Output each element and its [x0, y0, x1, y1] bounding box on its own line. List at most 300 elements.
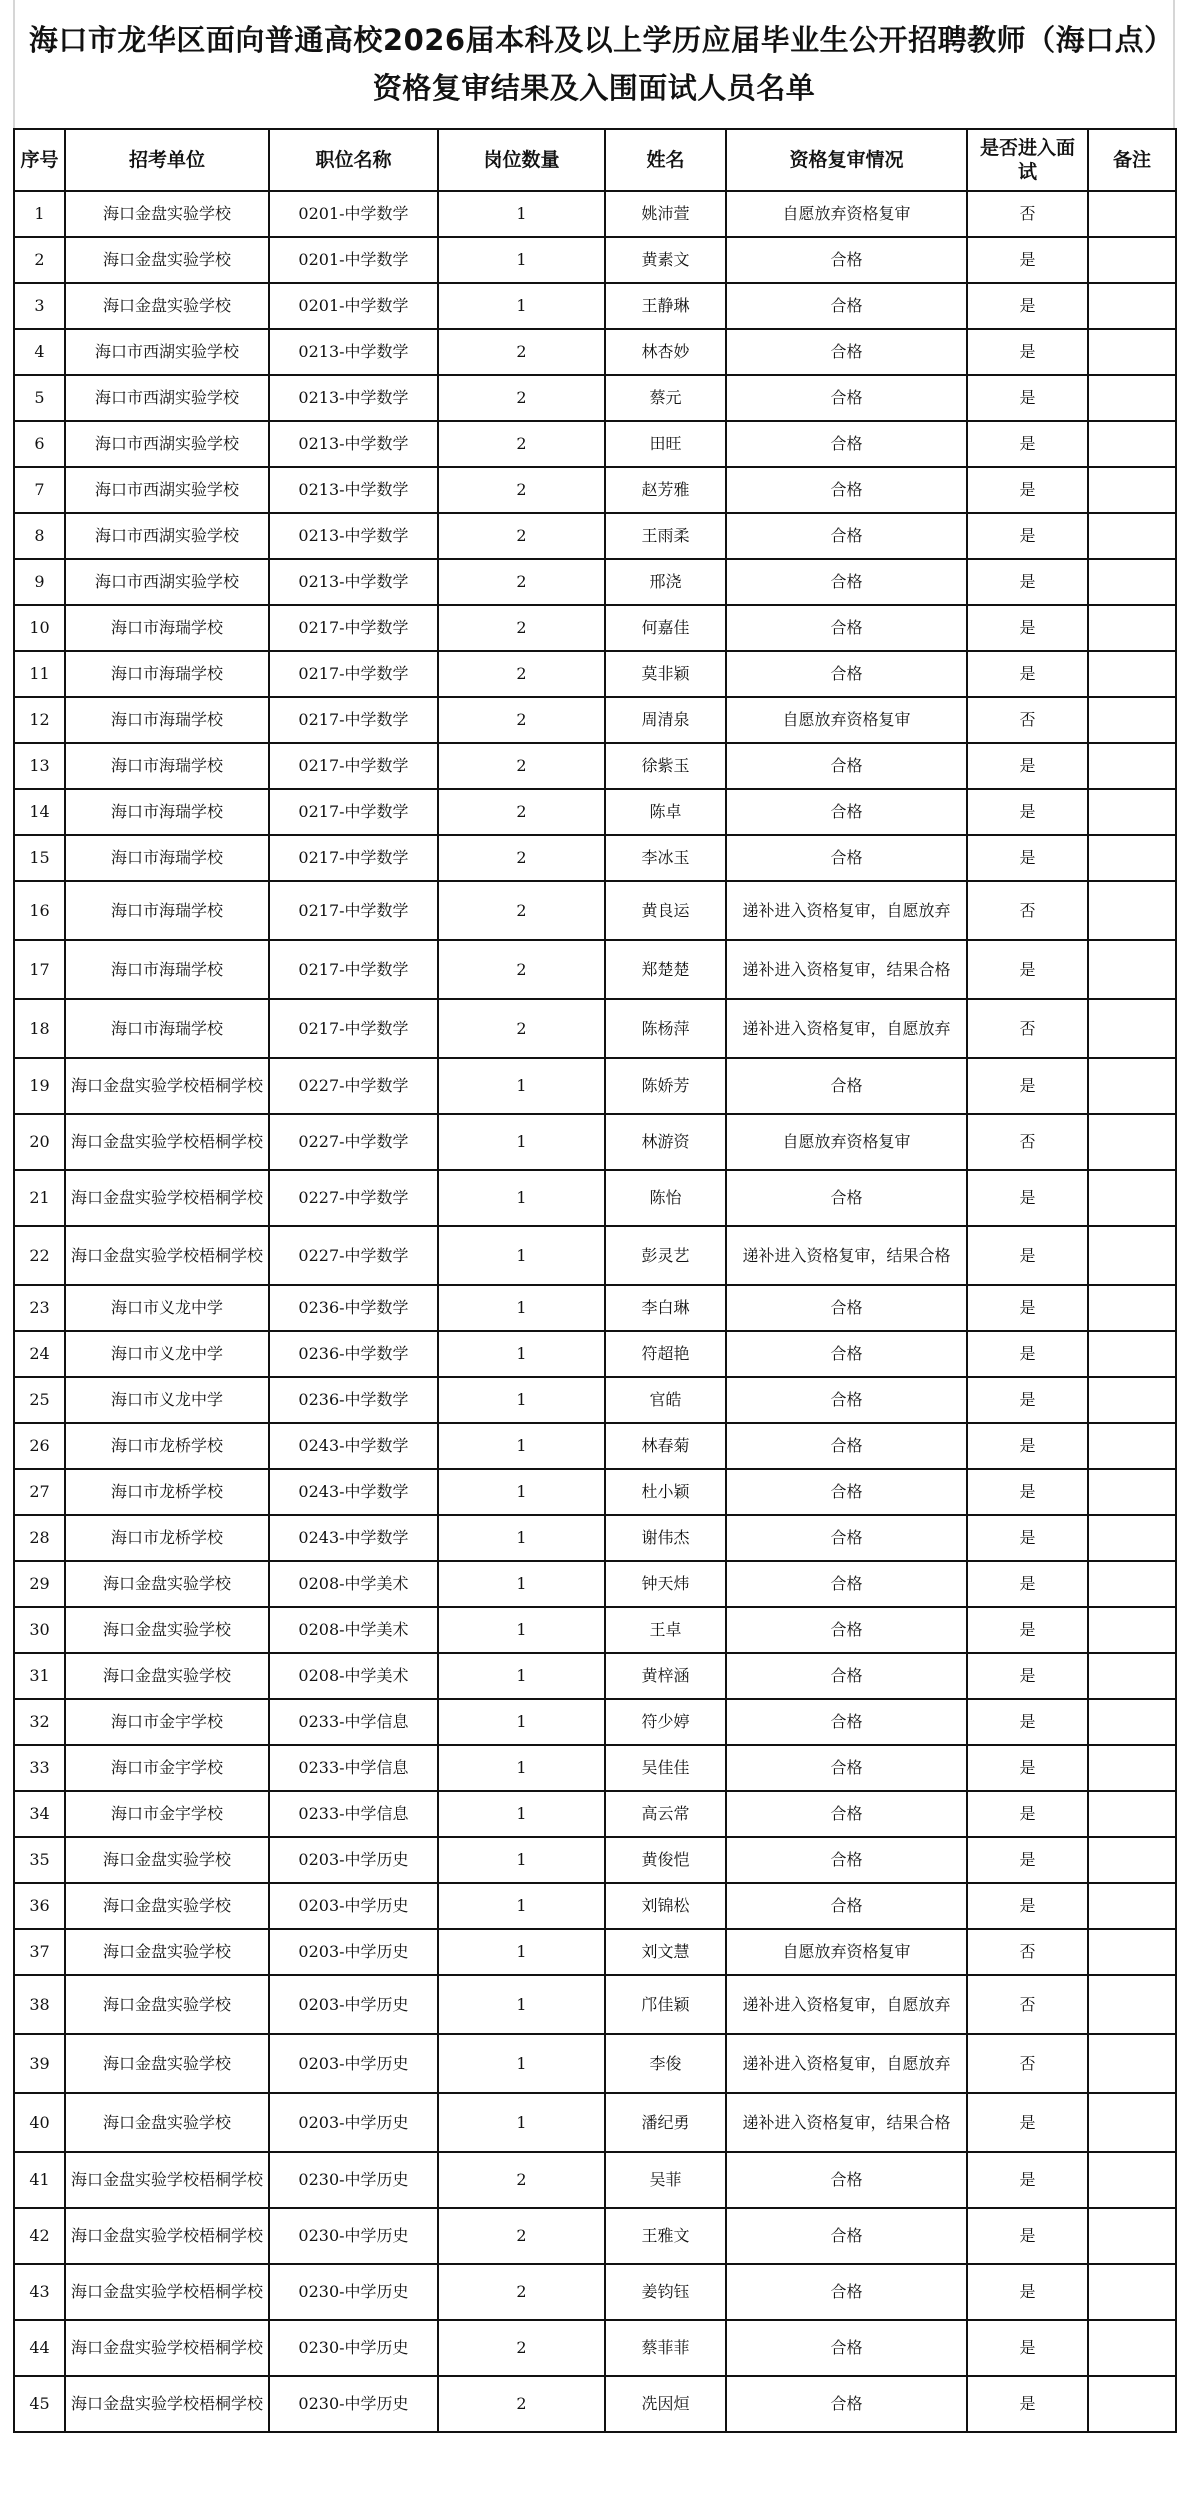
cell-index: 29 — [14, 1561, 65, 1607]
cell-post: 0203-中学历史 — [269, 1975, 438, 2034]
cell-name: 陈娇芳 — [605, 1058, 726, 1114]
header-post: 职位名称 — [269, 129, 438, 191]
cell-unit: 海口市龙桥学校 — [65, 1423, 269, 1469]
cell-post: 0230-中学历史 — [269, 2152, 438, 2208]
table-row — [14, 835, 1176, 881]
cell-post: 0217-中学数学 — [269, 743, 438, 789]
cell-name: 莫非颖 — [605, 651, 726, 697]
cell-note — [1088, 651, 1176, 697]
cell-count: 2 — [438, 835, 605, 881]
cell-post: 0213-中学数学 — [269, 329, 438, 375]
cell-unit: 海口市海瑞学校 — [65, 789, 269, 835]
cell-count: 2 — [438, 513, 605, 559]
cell-index: 21 — [14, 1170, 65, 1226]
cell-note — [1088, 2320, 1176, 2376]
cell-index: 26 — [14, 1423, 65, 1469]
cell-count: 2 — [438, 697, 605, 743]
cell-name: 吴菲 — [605, 2152, 726, 2208]
cell-interview: 是 — [967, 329, 1088, 375]
cell-note — [1088, 789, 1176, 835]
cell-note — [1088, 2264, 1176, 2320]
cell-count: 1 — [438, 1170, 605, 1226]
cell-interview: 是 — [967, 1837, 1088, 1883]
cell-interview: 是 — [967, 283, 1088, 329]
cell-name: 彭灵艺 — [605, 1226, 726, 1285]
cell-interview: 是 — [967, 1377, 1088, 1423]
cell-interview: 是 — [967, 1423, 1088, 1469]
cell-post: 0213-中学数学 — [269, 513, 438, 559]
cell-unit: 海口市海瑞学校 — [65, 605, 269, 651]
cell-index: 33 — [14, 1745, 65, 1791]
header-unit: 招考单位 — [65, 129, 269, 191]
cell-index: 23 — [14, 1285, 65, 1331]
cell-unit: 海口市西湖实验学校 — [65, 559, 269, 605]
table-row — [14, 999, 1176, 1058]
table-row — [14, 1170, 1176, 1226]
cell-note — [1088, 940, 1176, 999]
cell-post: 0203-中学历史 — [269, 1883, 438, 1929]
cell-post: 0217-中学数学 — [269, 940, 438, 999]
cell-review: 合格 — [726, 789, 967, 835]
cell-name: 王雨柔 — [605, 513, 726, 559]
table-row — [14, 651, 1176, 697]
cell-unit: 海口金盘实验学校梧桐学校 — [65, 1114, 269, 1170]
cell-note — [1088, 467, 1176, 513]
cell-index: 3 — [14, 283, 65, 329]
cell-index: 14 — [14, 789, 65, 835]
cell-index: 18 — [14, 999, 65, 1058]
cell-unit: 海口市西湖实验学校 — [65, 513, 269, 559]
cell-count: 2 — [438, 2264, 605, 2320]
cell-count: 1 — [438, 1791, 605, 1837]
cell-post: 0236-中学数学 — [269, 1331, 438, 1377]
cell-index: 7 — [14, 467, 65, 513]
cell-note — [1088, 2034, 1176, 2093]
cell-review: 合格 — [726, 651, 967, 697]
table-row — [14, 329, 1176, 375]
cell-name: 林游资 — [605, 1114, 726, 1170]
cell-index: 22 — [14, 1226, 65, 1285]
cell-review: 合格 — [726, 1561, 967, 1607]
cell-name: 王静琳 — [605, 283, 726, 329]
table-row — [14, 513, 1176, 559]
cell-unit: 海口金盘实验学校 — [65, 2093, 269, 2152]
cell-count: 1 — [438, 1469, 605, 1515]
cell-count: 2 — [438, 421, 605, 467]
cell-post: 0230-中学历史 — [269, 2376, 438, 2432]
cell-note — [1088, 237, 1176, 283]
cell-interview: 是 — [967, 743, 1088, 789]
cell-count: 2 — [438, 375, 605, 421]
cell-interview: 是 — [967, 237, 1088, 283]
table-row — [14, 2034, 1176, 2093]
cell-interview: 是 — [967, 605, 1088, 651]
cell-note — [1088, 1423, 1176, 1469]
cell-index: 2 — [14, 237, 65, 283]
cell-post: 0217-中学数学 — [269, 789, 438, 835]
table-row — [14, 1837, 1176, 1883]
cell-note — [1088, 2208, 1176, 2264]
cell-interview: 是 — [967, 1607, 1088, 1653]
cell-note — [1088, 605, 1176, 651]
cell-interview: 否 — [967, 191, 1088, 237]
cell-interview: 是 — [967, 1170, 1088, 1226]
cell-name: 冼因烜 — [605, 2376, 726, 2432]
cell-review: 合格 — [726, 375, 967, 421]
cell-count: 1 — [438, 1929, 605, 1975]
cell-unit: 海口市龙桥学校 — [65, 1515, 269, 1561]
cell-post: 0236-中学数学 — [269, 1285, 438, 1331]
cell-name: 黄俊恺 — [605, 1837, 726, 1883]
cell-count: 1 — [438, 1699, 605, 1745]
cell-note — [1088, 1561, 1176, 1607]
cell-unit: 海口市西湖实验学校 — [65, 467, 269, 513]
cell-interview: 是 — [967, 375, 1088, 421]
cell-review: 合格 — [726, 329, 967, 375]
cell-count: 1 — [438, 2034, 605, 2093]
cell-unit: 海口金盘实验学校 — [65, 1561, 269, 1607]
cell-review: 合格 — [726, 1170, 967, 1226]
cell-interview: 是 — [967, 1058, 1088, 1114]
cell-name: 姜钧钰 — [605, 2264, 726, 2320]
cell-interview: 是 — [967, 2320, 1088, 2376]
cell-count: 2 — [438, 467, 605, 513]
cell-review: 递补进入资格复审，自愿放弃 — [726, 1975, 967, 2034]
table-row — [14, 940, 1176, 999]
cell-index: 6 — [14, 421, 65, 467]
table-row — [14, 1423, 1176, 1469]
table-row — [14, 2152, 1176, 2208]
cell-note — [1088, 1653, 1176, 1699]
cell-index: 28 — [14, 1515, 65, 1561]
cell-unit: 海口金盘实验学校梧桐学校 — [65, 1170, 269, 1226]
cell-review: 自愿放弃资格复审 — [726, 191, 967, 237]
cell-count: 1 — [438, 1285, 605, 1331]
document-title: 海口市龙华区面向普通高校2026届本科及以上学历应届毕业生公开招聘教师（海口点）资格复审结果及入围面试人员名单 — [13, 0, 1175, 128]
cell-index: 25 — [14, 1377, 65, 1423]
cell-name: 王卓 — [605, 1607, 726, 1653]
table-row — [14, 1114, 1176, 1170]
table-row — [14, 2264, 1176, 2320]
cell-review: 合格 — [726, 2264, 967, 2320]
cell-interview: 是 — [967, 2093, 1088, 2152]
cell-index: 4 — [14, 329, 65, 375]
cell-note — [1088, 1607, 1176, 1653]
cell-unit: 海口市金宇学校 — [65, 1745, 269, 1791]
cell-review: 合格 — [726, 1791, 967, 1837]
cell-post: 0233-中学信息 — [269, 1791, 438, 1837]
cell-review: 合格 — [726, 1883, 967, 1929]
cell-post: 0233-中学信息 — [269, 1699, 438, 1745]
cell-interview: 是 — [967, 467, 1088, 513]
table-row — [14, 421, 1176, 467]
cell-note — [1088, 1883, 1176, 1929]
cell-post: 0201-中学数学 — [269, 283, 438, 329]
cell-post: 0203-中学历史 — [269, 1929, 438, 1975]
cell-count: 1 — [438, 1331, 605, 1377]
cell-unit: 海口市海瑞学校 — [65, 999, 269, 1058]
cell-post: 0203-中学历史 — [269, 2034, 438, 2093]
table-row — [14, 605, 1176, 651]
cell-unit: 海口金盘实验学校梧桐学校 — [65, 2376, 269, 2432]
table-row — [14, 2093, 1176, 2152]
cell-name: 符超艳 — [605, 1331, 726, 1377]
cell-index: 45 — [14, 2376, 65, 2432]
cell-unit: 海口金盘实验学校梧桐学校 — [65, 2264, 269, 2320]
cell-review: 合格 — [726, 421, 967, 467]
cell-name: 符少婷 — [605, 1699, 726, 1745]
table-row — [14, 1929, 1176, 1975]
cell-index: 8 — [14, 513, 65, 559]
cell-post: 0230-中学历史 — [269, 2208, 438, 2264]
cell-interview: 是 — [967, 940, 1088, 999]
cell-interview: 否 — [967, 1114, 1088, 1170]
cell-index: 42 — [14, 2208, 65, 2264]
cell-unit: 海口市海瑞学校 — [65, 940, 269, 999]
cell-note — [1088, 1114, 1176, 1170]
cell-review: 合格 — [726, 2208, 967, 2264]
cell-unit: 海口市西湖实验学校 — [65, 421, 269, 467]
cell-interview: 否 — [967, 999, 1088, 1058]
cell-interview: 是 — [967, 2152, 1088, 2208]
cell-index: 9 — [14, 559, 65, 605]
cell-post: 0243-中学数学 — [269, 1423, 438, 1469]
cell-note — [1088, 999, 1176, 1058]
cell-unit: 海口市海瑞学校 — [65, 651, 269, 697]
cell-interview: 是 — [967, 1883, 1088, 1929]
cell-post: 0201-中学数学 — [269, 191, 438, 237]
cell-name: 钟天炜 — [605, 1561, 726, 1607]
cell-review: 合格 — [726, 1837, 967, 1883]
cell-note — [1088, 1515, 1176, 1561]
document-sheet — [13, 0, 1175, 2433]
cell-unit: 海口金盘实验学校 — [65, 1607, 269, 1653]
cell-unit: 海口金盘实验学校梧桐学校 — [65, 2208, 269, 2264]
cell-index: 31 — [14, 1653, 65, 1699]
cell-count: 1 — [438, 1745, 605, 1791]
cell-count: 2 — [438, 2152, 605, 2208]
cell-interview: 是 — [967, 421, 1088, 467]
cell-review: 自愿放弃资格复审 — [726, 697, 967, 743]
cell-name: 蔡元 — [605, 375, 726, 421]
header-review: 资格复审情况 — [726, 129, 967, 191]
cell-name: 赵芳雅 — [605, 467, 726, 513]
table-row — [14, 697, 1176, 743]
cell-count: 1 — [438, 1653, 605, 1699]
cell-name: 潘纪勇 — [605, 2093, 726, 2152]
cell-interview: 是 — [967, 1561, 1088, 1607]
cell-unit: 海口市海瑞学校 — [65, 743, 269, 789]
cell-note — [1088, 1285, 1176, 1331]
cell-interview: 是 — [967, 1745, 1088, 1791]
cell-interview: 是 — [967, 1791, 1088, 1837]
cell-post: 0213-中学数学 — [269, 559, 438, 605]
cell-unit: 海口金盘实验学校梧桐学校 — [65, 2320, 269, 2376]
cell-index: 44 — [14, 2320, 65, 2376]
cell-interview: 是 — [967, 789, 1088, 835]
cell-interview: 否 — [967, 697, 1088, 743]
cell-index: 20 — [14, 1114, 65, 1170]
cell-review: 合格 — [726, 1515, 967, 1561]
cell-post: 0233-中学信息 — [269, 1745, 438, 1791]
cell-index: 15 — [14, 835, 65, 881]
table-row — [14, 1058, 1176, 1114]
cell-count: 1 — [438, 1515, 605, 1561]
cell-count: 2 — [438, 651, 605, 697]
cell-interview: 是 — [967, 1469, 1088, 1515]
cell-unit: 海口金盘实验学校 — [65, 1929, 269, 1975]
cell-unit: 海口金盘实验学校 — [65, 2034, 269, 2093]
cell-interview: 是 — [967, 835, 1088, 881]
cell-index: 34 — [14, 1791, 65, 1837]
cell-name: 田旺 — [605, 421, 726, 467]
cell-review: 合格 — [726, 743, 967, 789]
cell-unit: 海口市西湖实验学校 — [65, 375, 269, 421]
cell-unit: 海口金盘实验学校 — [65, 1837, 269, 1883]
cell-interview: 是 — [967, 2376, 1088, 2432]
table-row — [14, 1745, 1176, 1791]
table-row — [14, 1226, 1176, 1285]
cell-post: 0227-中学数学 — [269, 1114, 438, 1170]
cell-review: 合格 — [726, 605, 967, 651]
table-row — [14, 1331, 1176, 1377]
cell-count: 1 — [438, 237, 605, 283]
cell-count: 1 — [438, 1377, 605, 1423]
cell-review: 合格 — [726, 2376, 967, 2432]
cell-note — [1088, 2376, 1176, 2432]
cell-post: 0213-中学数学 — [269, 375, 438, 421]
cell-index: 41 — [14, 2152, 65, 2208]
cell-post: 0213-中学数学 — [269, 467, 438, 513]
cell-post: 0217-中学数学 — [269, 881, 438, 940]
cell-review: 合格 — [726, 283, 967, 329]
cell-count: 2 — [438, 999, 605, 1058]
table-row — [14, 1469, 1176, 1515]
cell-name: 陈卓 — [605, 789, 726, 835]
cell-interview: 是 — [967, 1515, 1088, 1561]
cell-post: 0208-中学美术 — [269, 1653, 438, 1699]
cell-count: 2 — [438, 881, 605, 940]
cell-review: 合格 — [726, 1469, 967, 1515]
cell-note — [1088, 329, 1176, 375]
cell-count: 1 — [438, 1883, 605, 1929]
cell-note — [1088, 375, 1176, 421]
cell-name: 刘锦松 — [605, 1883, 726, 1929]
cell-unit: 海口市义龙中学 — [65, 1377, 269, 1423]
cell-index: 16 — [14, 881, 65, 940]
cell-count: 1 — [438, 1114, 605, 1170]
cell-interview: 是 — [967, 1285, 1088, 1331]
table-row — [14, 375, 1176, 421]
cell-note — [1088, 743, 1176, 789]
cell-name: 李俊 — [605, 2034, 726, 2093]
cell-review: 递补进入资格复审，结果合格 — [726, 2093, 967, 2152]
cell-unit: 海口金盘实验学校 — [65, 1653, 269, 1699]
cell-review: 合格 — [726, 1331, 967, 1377]
cell-name: 杜小颖 — [605, 1469, 726, 1515]
cell-post: 0217-中学数学 — [269, 651, 438, 697]
cell-review: 合格 — [726, 1607, 967, 1653]
cell-post: 0243-中学数学 — [269, 1515, 438, 1561]
cell-name: 邝佳颖 — [605, 1975, 726, 2034]
table-row — [14, 1791, 1176, 1837]
cell-post: 0243-中学数学 — [269, 1469, 438, 1515]
cell-review: 合格 — [726, 559, 967, 605]
cell-index: 27 — [14, 1469, 65, 1515]
cell-note — [1088, 421, 1176, 467]
cell-count: 2 — [438, 329, 605, 375]
cell-review: 合格 — [726, 467, 967, 513]
cell-count: 2 — [438, 789, 605, 835]
cell-post: 0213-中学数学 — [269, 421, 438, 467]
cell-index: 38 — [14, 1975, 65, 2034]
cell-note — [1088, 513, 1176, 559]
cell-index: 35 — [14, 1837, 65, 1883]
cell-index: 30 — [14, 1607, 65, 1653]
cell-count: 2 — [438, 2320, 605, 2376]
table-row — [14, 743, 1176, 789]
cell-post: 0217-中学数学 — [269, 835, 438, 881]
cell-note — [1088, 1837, 1176, 1883]
table-row — [14, 283, 1176, 329]
cell-unit: 海口市西湖实验学校 — [65, 329, 269, 375]
header-count: 岗位数量 — [438, 129, 605, 191]
cell-name: 黄素文 — [605, 237, 726, 283]
cell-interview: 是 — [967, 1331, 1088, 1377]
cell-count: 2 — [438, 559, 605, 605]
cell-index: 10 — [14, 605, 65, 651]
cell-review: 自愿放弃资格复审 — [726, 1114, 967, 1170]
cell-review: 自愿放弃资格复审 — [726, 1929, 967, 1975]
cell-note — [1088, 1975, 1176, 2034]
cell-review: 合格 — [726, 1699, 967, 1745]
cell-note — [1088, 1469, 1176, 1515]
cell-count: 1 — [438, 1607, 605, 1653]
cell-index: 24 — [14, 1331, 65, 1377]
table-row — [14, 1561, 1176, 1607]
cell-index: 40 — [14, 2093, 65, 2152]
table-row — [14, 881, 1176, 940]
cell-note — [1088, 835, 1176, 881]
cell-name: 王雅文 — [605, 2208, 726, 2264]
cell-interview: 否 — [967, 881, 1088, 940]
table-row — [14, 1699, 1176, 1745]
cell-review: 合格 — [726, 1423, 967, 1469]
cell-note — [1088, 1699, 1176, 1745]
cell-review: 合格 — [726, 835, 967, 881]
cell-index: 13 — [14, 743, 65, 789]
cell-unit: 海口市龙桥学校 — [65, 1469, 269, 1515]
table-row — [14, 2208, 1176, 2264]
cell-index: 17 — [14, 940, 65, 999]
cell-post: 0208-中学美术 — [269, 1607, 438, 1653]
cell-count: 1 — [438, 283, 605, 329]
cell-name: 徐紫玉 — [605, 743, 726, 789]
cell-name: 黄梓涵 — [605, 1653, 726, 1699]
cell-note — [1088, 697, 1176, 743]
cell-note — [1088, 1377, 1176, 1423]
cell-unit: 海口市海瑞学校 — [65, 697, 269, 743]
cell-interview: 否 — [967, 1975, 1088, 2034]
cell-index: 11 — [14, 651, 65, 697]
header-name: 姓名 — [605, 129, 726, 191]
cell-count: 2 — [438, 940, 605, 999]
cell-count: 2 — [438, 605, 605, 651]
cell-note — [1088, 1791, 1176, 1837]
cell-review: 递补进入资格复审，结果合格 — [726, 1226, 967, 1285]
table-row — [14, 2320, 1176, 2376]
cell-unit: 海口金盘实验学校梧桐学校 — [65, 1058, 269, 1114]
